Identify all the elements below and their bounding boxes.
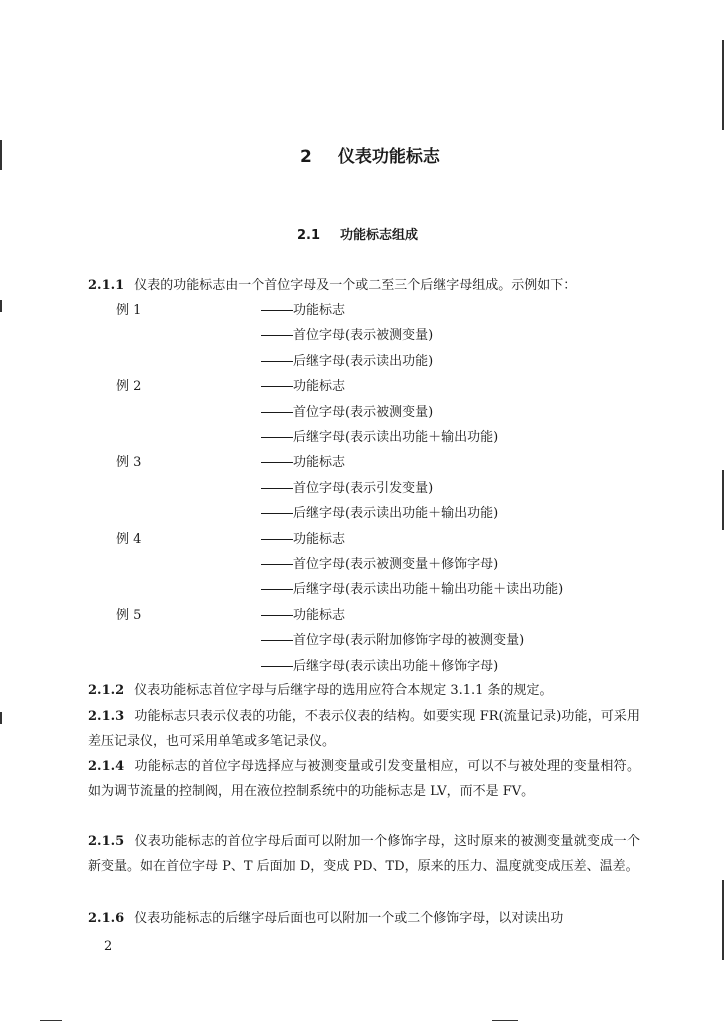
scan-edge-mark — [492, 1020, 518, 1021]
example-description: 后继字母(表示读出功能＋输出功能) — [293, 430, 499, 445]
example-description: 后继字母(表示读出功能＋输出功能＋读出功能) — [293, 582, 564, 598]
em-dash-line — [261, 386, 293, 387]
example-description: 首位字母(表示附加修饰字母的被测变量) — [293, 633, 525, 649]
scan-edge-mark — [722, 40, 724, 130]
clause-2-1-1 — [88, 273, 640, 298]
clause-number: 2.1.1 — [88, 278, 125, 293]
clause-2-1-5 — [88, 829, 640, 879]
example-description: 功能标志 — [293, 607, 346, 623]
clause-text: 功能标志只表示仪表的功能，不表示仪表的结构。如要实现 FR(流量记录)功能，可采用差压记录仪，也可采用单笔或多笔记录仪。 — [88, 709, 640, 749]
clause-text: 仪表功能标志首位字母与后继字母的选用应符合本规定 3.1.1 条的规定。 — [134, 683, 553, 698]
example-description: 后继字母(表示读出功能＋修饰字母) — [293, 658, 499, 674]
scan-edge-mark — [722, 880, 724, 960]
clause-text: 功能标志的首位字母选择应与被测变量或引发变量相应，可以不与被处理的变量相符。如为调节流量的控制阀，用在液位控制系统中的功能标志是 LV，而不是 FV。 — [88, 759, 640, 799]
example-description: 首位字母(表示被测变量) — [293, 404, 434, 420]
chapter-heading — [300, 142, 440, 167]
example-label: 例 1 — [116, 303, 142, 318]
em-dash-line — [261, 615, 293, 616]
clause-2-1-6 — [88, 906, 640, 931]
em-dash-line — [261, 310, 293, 311]
chapter-number: 2 — [300, 147, 312, 167]
clause-number: 2.1.5 — [88, 834, 125, 849]
section-number: 2.1 — [297, 228, 321, 243]
clause-text: 仪表功能标志的后继字母后面也可以附加一个或二个修饰字母，以对读出功 — [134, 911, 564, 926]
clause-text: 仪表功能标志的首位字母后面可以附加一个修饰字母，这时原来的被测变量就变成一个新变量。如在首位字母 P、T 后面加 D，变成 PD、TD，原来的压力、温度就变成压差、温差。 — [88, 834, 640, 874]
scan-edge-mark — [0, 300, 2, 312]
example-label: 例 5 — [116, 607, 142, 623]
em-dash-line — [261, 488, 293, 489]
example-label: 例 4 — [116, 531, 142, 547]
example-label: 例 2 — [116, 379, 142, 395]
clause-number: 2.1.4 — [88, 759, 125, 774]
em-dash-line — [261, 539, 293, 540]
em-dash-line — [261, 589, 293, 590]
clause-number: 2.1.3 — [88, 709, 125, 724]
example-description: 功能标志 — [293, 531, 346, 547]
em-dash-line — [261, 462, 293, 463]
scan-edge-mark — [0, 712, 2, 724]
clause-2-1-4 — [88, 754, 640, 804]
em-dash-line — [261, 335, 293, 336]
section-heading — [297, 224, 418, 243]
em-dash-line — [261, 361, 293, 362]
em-dash-line — [261, 437, 293, 438]
example-description: 后继字母(表示读出功能) — [293, 353, 434, 369]
em-dash-line — [261, 564, 293, 565]
example-description: 首位字母(表示被测变量) — [293, 328, 434, 344]
section-title: 功能标志组成 — [340, 228, 419, 243]
example-label: 例 3 — [116, 455, 142, 471]
example-description: 功能标志 — [293, 379, 346, 395]
scan-edge-mark — [722, 470, 724, 530]
page-number: 2 — [104, 939, 113, 954]
clause-2-1-2 — [88, 678, 640, 703]
example-description: 功能标志 — [293, 303, 346, 318]
clause-number: 2.1.6 — [88, 911, 125, 926]
clause-text: 仪表的功能标志由一个首位字母及一个或二至三个后继字母组成。示例如下： — [134, 278, 577, 293]
example-description: 首位字母(表示引发变量) — [293, 480, 434, 496]
example-description: 首位字母(表示被测变量＋修饰字母) — [293, 557, 499, 572]
em-dash-line — [261, 666, 293, 667]
chapter-title: 仪表功能标志 — [337, 147, 440, 167]
clause-number: 2.1.2 — [88, 683, 125, 698]
clause-2-1-3 — [88, 704, 640, 754]
scan-edge-mark — [0, 140, 2, 170]
example-description: 功能标志 — [293, 455, 346, 471]
scan-edge-mark — [40, 1020, 62, 1021]
em-dash-line — [261, 412, 293, 413]
em-dash-line — [261, 513, 293, 514]
example-description: 后继字母(表示读出功能＋输出功能) — [293, 506, 499, 522]
em-dash-line — [261, 640, 293, 641]
